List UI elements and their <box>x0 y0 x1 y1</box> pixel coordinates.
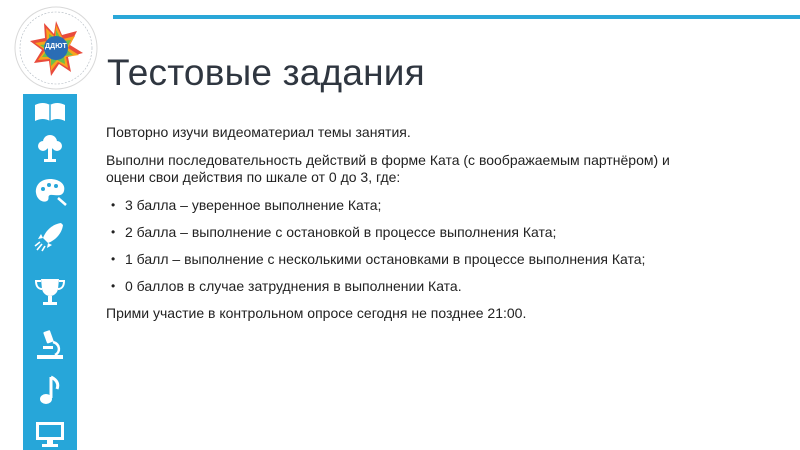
deadline-paragraph: Прими участие в контрольном опросе сегодня не позднее 21:00. <box>106 305 527 321</box>
bullet-glyph: • <box>111 252 116 266</box>
monitor-icon <box>31 416 69 450</box>
music-note-icon <box>31 374 69 408</box>
list-item <box>106 251 706 268</box>
list-item-text: 1 балл – выполнение с несколькими остановками в процессе выполнения Ката; <box>125 251 646 267</box>
book-icon <box>31 95 69 129</box>
instruction-paragraph: Повторно изучи видеоматериал темы занятия. <box>106 124 411 140</box>
scoring-list <box>106 197 706 295</box>
list-item <box>106 224 706 241</box>
slide-content <box>106 124 706 333</box>
list-item <box>106 278 706 295</box>
microscope-icon <box>31 328 69 362</box>
list-item-text: 2 балла – выполнение с остановкой в процессе выполнения Ката; <box>125 224 557 240</box>
rocket-icon <box>31 220 69 254</box>
trophy-icon <box>31 275 69 309</box>
task-description-paragraph: Выполни последовательность действий в форме Ката (с воображаемым партнёром) и оцени свои действия по шкале от 0 до 3, где: <box>106 152 670 185</box>
palette-icon <box>31 174 69 208</box>
logo-text: ДДЮТ <box>44 43 68 50</box>
list-item <box>106 197 706 214</box>
top-accent-band <box>113 15 800 19</box>
bullet-glyph: • <box>111 198 116 212</box>
sidebar <box>23 94 77 450</box>
bullet-glyph: • <box>111 279 116 293</box>
page-title: Тестовые задания <box>107 52 425 93</box>
list-item-text: 0 баллов в случае затруднения в выполнении Ката. <box>125 278 462 294</box>
tree-icon <box>31 131 69 165</box>
logo <box>13 5 99 91</box>
list-item-text: 3 балла – уверенное выполнение Ката; <box>125 197 382 213</box>
bullet-glyph: • <box>111 225 116 239</box>
